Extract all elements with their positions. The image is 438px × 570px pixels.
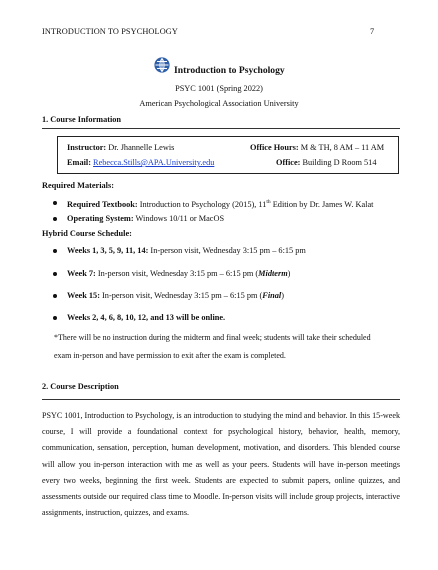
schedule-item-emphasis: Final <box>262 291 282 300</box>
schedule-note-line-1: *There will be no instruction during the midterm and final week; students will take their scheduled <box>54 333 371 342</box>
os-label: Operating System: <box>67 214 134 223</box>
section-1-rule <box>42 128 400 129</box>
schedule-item <box>67 245 306 256</box>
textbook-text-end: Edition by Dr. James W. Kalat <box>270 199 374 209</box>
page-number: 7 <box>370 27 375 36</box>
bullet-icon <box>53 249 57 253</box>
bullet-icon <box>53 217 57 221</box>
textbook-edition-sup: th <box>266 199 271 205</box>
office-value: Building D Room 514 <box>300 158 377 167</box>
schedule-item-end: ) <box>287 269 291 278</box>
course-description-paragraph: PSYC 1001, Introduction to Psychology, is an introduction to studying the mind and behavior. In this 15-week course, I will provide a foundational context for psychological history, behavior, health, memory, communication, sensation, perception, human development, motivation, and disorders. This blended course will allow you in-person interaction with me as well as your peers. Students will have in-person meetings every two weeks, beginning the first week. Students are expected to submit papers, online quizzes, and assessments outside our required class time to Moodle. In-person visits will include group projects, interactive assignments, instruction, quizzes, and exams. <box>42 411 400 518</box>
course-title: Introduction to Psychology <box>174 65 285 76</box>
apa-globe-logo-icon <box>154 57 170 73</box>
schedule-heading: Hybrid Course Schedule: <box>42 229 132 238</box>
office-label: Office: <box>276 158 301 167</box>
section-2-heading: 2. Course Description <box>42 382 119 391</box>
section-1-heading: 1. Course Information <box>42 115 122 124</box>
section-2-rule <box>42 399 400 400</box>
schedule-item-label: Weeks 1, 3, 5, 9, 11, 14: <box>67 246 149 255</box>
schedule-note-line-2: exam in-person and have permission to exit after the exam is completed. <box>54 351 286 360</box>
instructor-label: Instructor: <box>67 143 107 152</box>
materials-item-os <box>67 213 224 224</box>
os-text: Windows 10/11 or MacOS <box>133 214 225 223</box>
schedule-item-text: In-person visit, Wednesday 3:15 pm – 6:15 pm ( <box>95 269 259 278</box>
schedule-item-emphasis: Midterm <box>258 269 288 278</box>
textbook-label: Required Textbook: <box>67 199 138 209</box>
course-code: PSYC 1001 (Spring 2022) <box>175 84 263 93</box>
instructor-line <box>67 142 174 153</box>
office-hours-label: Office Hours: <box>250 143 299 152</box>
bullet-icon <box>53 272 57 276</box>
email-link[interactable]: Rebecca.Stills@APA.University.edu <box>93 158 215 167</box>
running-header: INTRODUCTION TO PSYCHOLOGY <box>42 27 178 36</box>
schedule-item <box>67 268 290 279</box>
schedule-item <box>67 290 284 301</box>
instructor-value: Dr. Jhannelle Lewis <box>106 143 175 152</box>
email-label: Email: <box>67 158 91 167</box>
textbook-text: Introduction to Psychology (2015), 11 <box>137 199 267 209</box>
bullet-icon <box>53 201 57 205</box>
schedule-item-label: Week 7: <box>67 269 96 278</box>
schedule-item-text: In-person visit, Wednesday 3:15 pm – 6:15 pm <box>148 246 306 255</box>
materials-item-textbook <box>67 197 373 210</box>
email-line <box>67 157 214 168</box>
schedule-item-text: In-person visit, Wednesday 3:15 pm – 6:15 pm ( <box>99 291 263 300</box>
schedule-item-label: Week 15: <box>67 291 100 300</box>
schedule-item-end: ) <box>281 291 284 300</box>
bullet-icon <box>53 294 57 298</box>
office-line <box>276 157 376 168</box>
office-hours-line <box>250 142 384 153</box>
institution-name: American Psychological Association University <box>139 99 299 108</box>
office-hours-value: M & TH, 8 AM – 11 AM <box>298 143 385 152</box>
bullet-icon <box>53 316 57 320</box>
materials-heading: Required Materials: <box>42 181 114 190</box>
schedule-item-online: Weeks 2, 4, 6, 8, 10, 12, and 13 will be online. <box>67 313 226 322</box>
